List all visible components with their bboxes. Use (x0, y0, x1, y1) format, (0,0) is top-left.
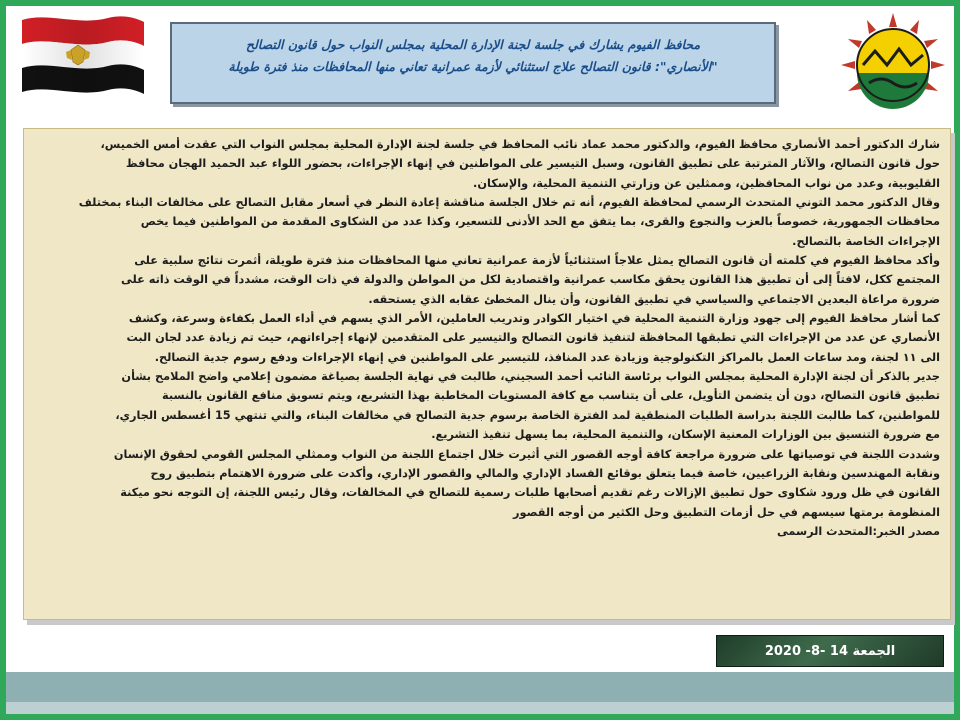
headline-box (170, 22, 776, 104)
date-badge (716, 635, 944, 667)
article-line: وشددت اللجنة في توصياتها على ضرورة مراجعة كافة أوجه القصور التي أثيرت خلال اجتماع اللجنة من النواب وممثلي المجلس القومي لحقوق الإنسان (113, 447, 940, 461)
article-line: وأكد محافظ الفيوم في كلمته أن قانون التصالح يمثل علاجاً استثنائياً لأزمة عمرانية تعاني منها المحافظات منذ فترة طويلة، أثمرت نتائج سلبية على (134, 254, 940, 268)
article-line: كما أشار محافظ الفيوم إلى جهود وزارة التنمية المحلية في اختيار الكوادر وتدريب العاملين، الأمر الذي يسهم في أداء العمل بكفاءة وسرعة، وكشف (128, 312, 940, 326)
article-line: وقال الدكتور محمد التوني المتحدث الرسمي لمحافظة الفيوم، أنه تم خلال الجلسة مناقشة إعادة النظر في أسعار مقابل التصالح على مخالفات البناء بمختلف (78, 196, 940, 210)
article-line: تطبيق قانون التصالح، دون أن يتضمن التأويل، على أن يتناسب مع كافة المستويات المخاطبة بهذا التشريع، ويتم تسويق منافع القانون بالنسبة (162, 389, 940, 403)
article-line: مع ضرورة التنسيق بين الوزارات المعنية الإسكان، والتنمية المحلية، بما يسهل تنفيذ التشريع. (431, 428, 940, 442)
article-line: المنظومة برمتها سيسهم في حل أزمات التطبيق وحل الكثير من أوجه القصور (513, 505, 940, 519)
top-border (0, 0, 960, 6)
article-line: ونقابة المهندسين ونقابة الزراعيين، خاصة فيما يتعلق بوقائع الفساد الإداري والمالي والقصور الإداري، وأكدت على ضرورة الاهتمام بتطبيق روح (150, 466, 940, 480)
article-line: القليوبية، وعدد من نواب المحافظين، وممثلين عن وزارتي التنمية المحلية، والإسكان. (473, 176, 940, 190)
article-line: الأنصاري عن عدد من الإجراءات التي تطبقها المحافظة لتنفيذ قانون التصالح والتيسير على المتقدمين لإنهاء إجراءاتهم، حيث تم زيادة عدد لجان البت (126, 331, 940, 345)
footer-band (6, 672, 954, 702)
article-line: المجتمع ككل، لافتاً إلى أن تطبيق هذا القانون يحقق مكاسب عمرانية واقتصادية لكل من المواطن والدولة في ذات الوقت، مشدداً في الوقت ذاته على (121, 273, 940, 287)
article-line: محافظات الجمهورية، خصوصاً بالعزب والنجوع والقرى، بما يتفق مع الحد الأدنى للتسعير، وكذا عدد من الشكاوى المقدمة من المواطنين فيما يخص (140, 215, 940, 229)
article-line: للمواطنين، كما طالبت اللجنة بدراسة الطلبات المنطقية لمد الفترة الخاصة برسوم جدية التصالح في مخالفات البناء، والتي تنتهي 15 أغسطس الجاري، (115, 408, 940, 422)
article-line: الإجراءات الخاصة بالتصالح. (792, 234, 940, 248)
article-body (23, 128, 951, 620)
article-line: حول قانون التصالح، والآثار المترتبة على تطبيق القانون، وسبل التيسير على المواطنين في إنهاء الإجراءات، بحضور اللواء عبد الحميد الهجان محافظ (125, 157, 940, 171)
article-line: ضرورة مراعاة البعدين الاجتماعي والسياسي في تطبيق القانون، وأن ينال المخطئ عقابه الذي يستحقه. (368, 292, 940, 306)
article-line: شارك الدكتور أحمد الأنصاري محافظ الفيوم، والدكتور محمد عماد نائب المحافظ في جلسة لجنة الإدارة المحلية بمجلس النواب التي عقدت أمس الخميس، (100, 138, 940, 151)
egypt-flag-icon (18, 12, 148, 104)
footer-band-lower (6, 702, 954, 714)
article-source: مصدر الخبر:المتحدث الرسمى (776, 524, 940, 538)
headline-line-1: محافظ الفيوم يشارك في جلسة لجنة الإدارة المحلية بمجلس النواب حول قانون التصالح (245, 37, 701, 52)
headline-line-2: "الأنصاري": قانون التصالح علاج استثنائي لأزمة عمرانية تعاني منها المحافظات منذ فترة طويلة (228, 59, 718, 74)
article-line: الى ١١ لجنة، ومد ساعات العمل بالمراكز التكنولوجية وزيادة عدد المنافذ، للتيسير على المواطنين في إنهاء الإجراءات ودفع رسوم جدية التصالح. (154, 350, 940, 364)
date-text: الجمعة 14 -8- 2020 (764, 643, 896, 659)
article-line: جدير بالذكر أن لجنة الإدارة المحلية بمجلس النواب برئاسة النائب أحمد السجيني، طالبت في نهاية الجلسة بصياغة مضمون إعلامي واضح الملامح بشأن (121, 370, 940, 384)
article-line: القانون في ظل ورود شكاوى حول تطبيق الإزالات رغم تقديم أصحابها طلبات رسمية للتصالح في المخالفات، وقال رئيس اللجنة، إن التوجه نحو ميكنة (120, 486, 940, 500)
fayoum-governorate-logo (838, 10, 948, 120)
